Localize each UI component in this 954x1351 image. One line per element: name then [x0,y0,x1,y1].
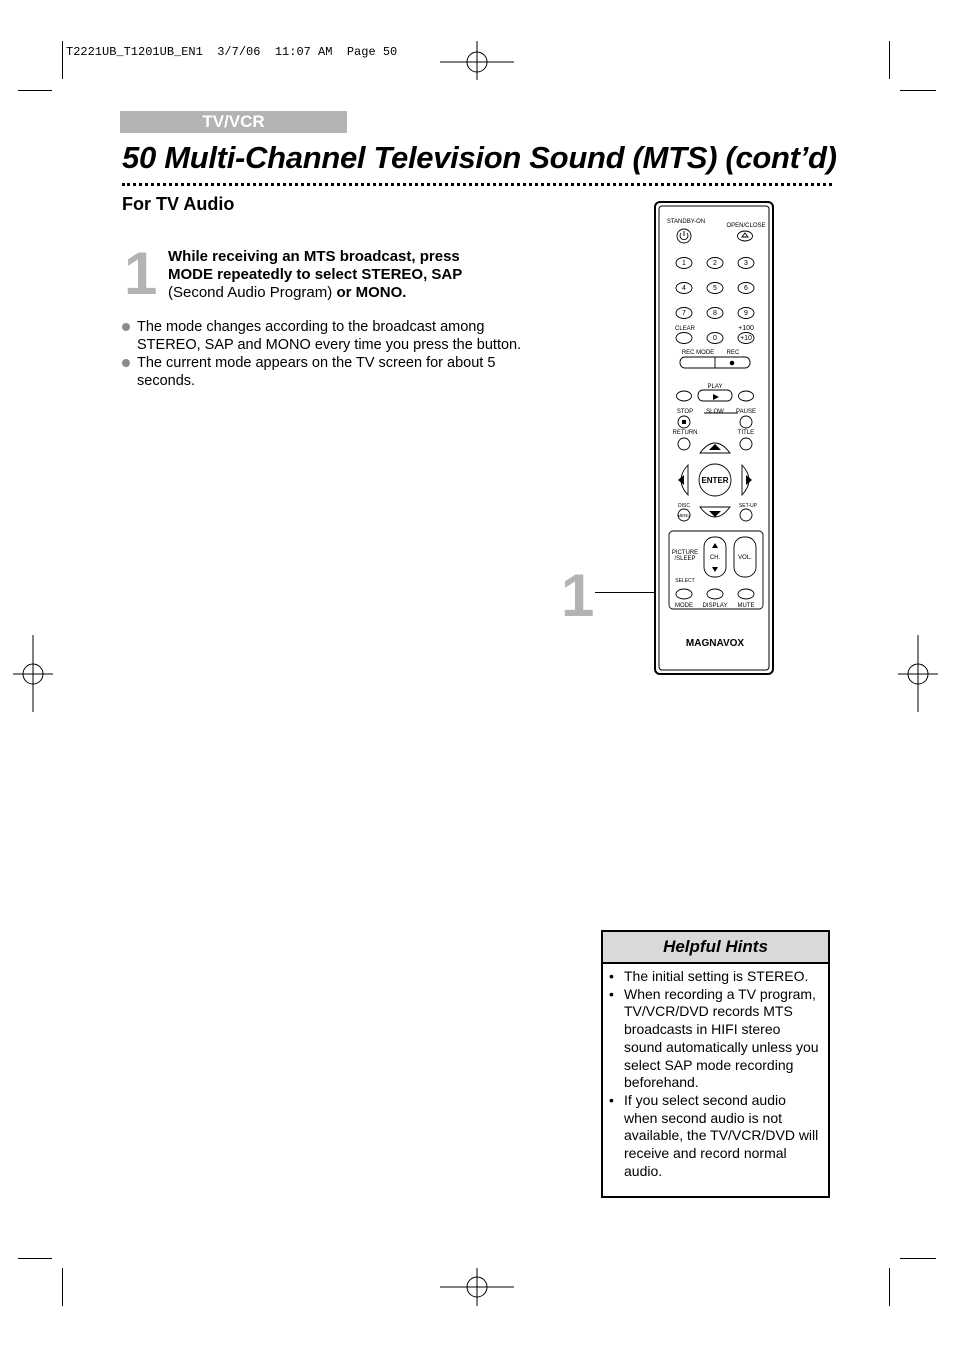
list-item: • The initial setting is STEREO. [609,968,809,984]
play-label: PLAY [707,384,723,390]
picture-label: PICTURE [671,550,699,556]
list-item: • If you select second audio when second audio is not available, the TV/VCR/DVD will receive and record normal audio. [609,1091,819,1179]
setup-label: SET-UP [738,503,758,509]
mute-label: MUTE [737,603,755,609]
step-instruction-bold-end: or MONO. [336,284,407,301]
disc-label: DISC [678,503,690,509]
step-instruction [168,248,508,302]
rec-mode-label: REC MODE [681,350,715,356]
title-label: TITLE [737,430,755,436]
step-number: 1 [124,240,158,307]
bullet-list [122,318,522,390]
rec-label: REC [726,350,740,356]
key-5: 5 [713,285,717,292]
key-2: 2 [713,260,717,267]
helpful-hints-box [601,930,830,1198]
pause-label: PAUSE [736,409,756,415]
remote-control-illustration [654,201,778,677]
callout-number: 1 [561,562,595,629]
menu-label: MENU [677,513,691,518]
key-4: 4 [682,285,686,292]
ch-label: CH. [709,555,721,561]
vol-label: VOL. [738,555,752,561]
key-8: 8 [713,310,717,317]
print-header: T2221UB_T1201UB_EN1 3/7/06 11:07 AM Page 50 [66,45,398,59]
display-label: DISPLAY [702,603,728,609]
list-item: The mode changes according to the broadcast among STEREO, SAP and MONO every time you press the button. [122,318,522,354]
section-tab: TV/VCR [202,112,265,131]
step-instruction-bold: While receiving an MTS broadcast, press MODE repeatedly to select STEREO, SAP [168,248,463,283]
helpful-hints-title: Helpful Hints [603,932,828,964]
key-0: 0 [713,335,717,342]
list-item: The current mode appears on the TV screen for about 5 seconds. [122,354,522,390]
mode-label: MODE [675,603,693,609]
slow-label: SLOW [706,409,724,415]
key-7: 7 [682,310,686,317]
key-9: 9 [744,310,748,317]
step-instruction-normal: (Second Audio Program) [168,284,333,301]
key-3: 3 [744,260,748,267]
sleep-label: /SLEEP [674,556,696,562]
plus100-label: +100 [738,325,754,332]
clear-label: CLEAR [674,326,696,332]
key-6: 6 [744,285,748,292]
list-item: • When recording a TV program, TV/VCR/DVD records MTS broadcasts in HIFI stereo sound automatically unless you select SAP mode recording beforehand. [609,985,819,1091]
standby-label: STANDBY-ON [666,219,706,225]
bullet-dot-icon [122,323,130,331]
enter-label: ENTER [701,476,729,485]
select-label: SELECT [675,578,695,584]
return-label: RETURN [672,430,698,436]
key-1: 1 [682,260,686,267]
subheading: For TV Audio [122,194,235,214]
title-divider [122,183,832,186]
stop-label: STOP [676,409,694,415]
open-close-label: OPEN/CLOSE [726,223,766,229]
brand-logo: MAGNAVOX [685,638,745,649]
helpful-hints-list [603,964,828,1180]
page-title: 50 Multi-Channel Television Sound (MTS) (cont’d) [122,140,837,175]
plus10-label: +10 [740,335,752,342]
bullet-dot-icon [122,359,130,367]
